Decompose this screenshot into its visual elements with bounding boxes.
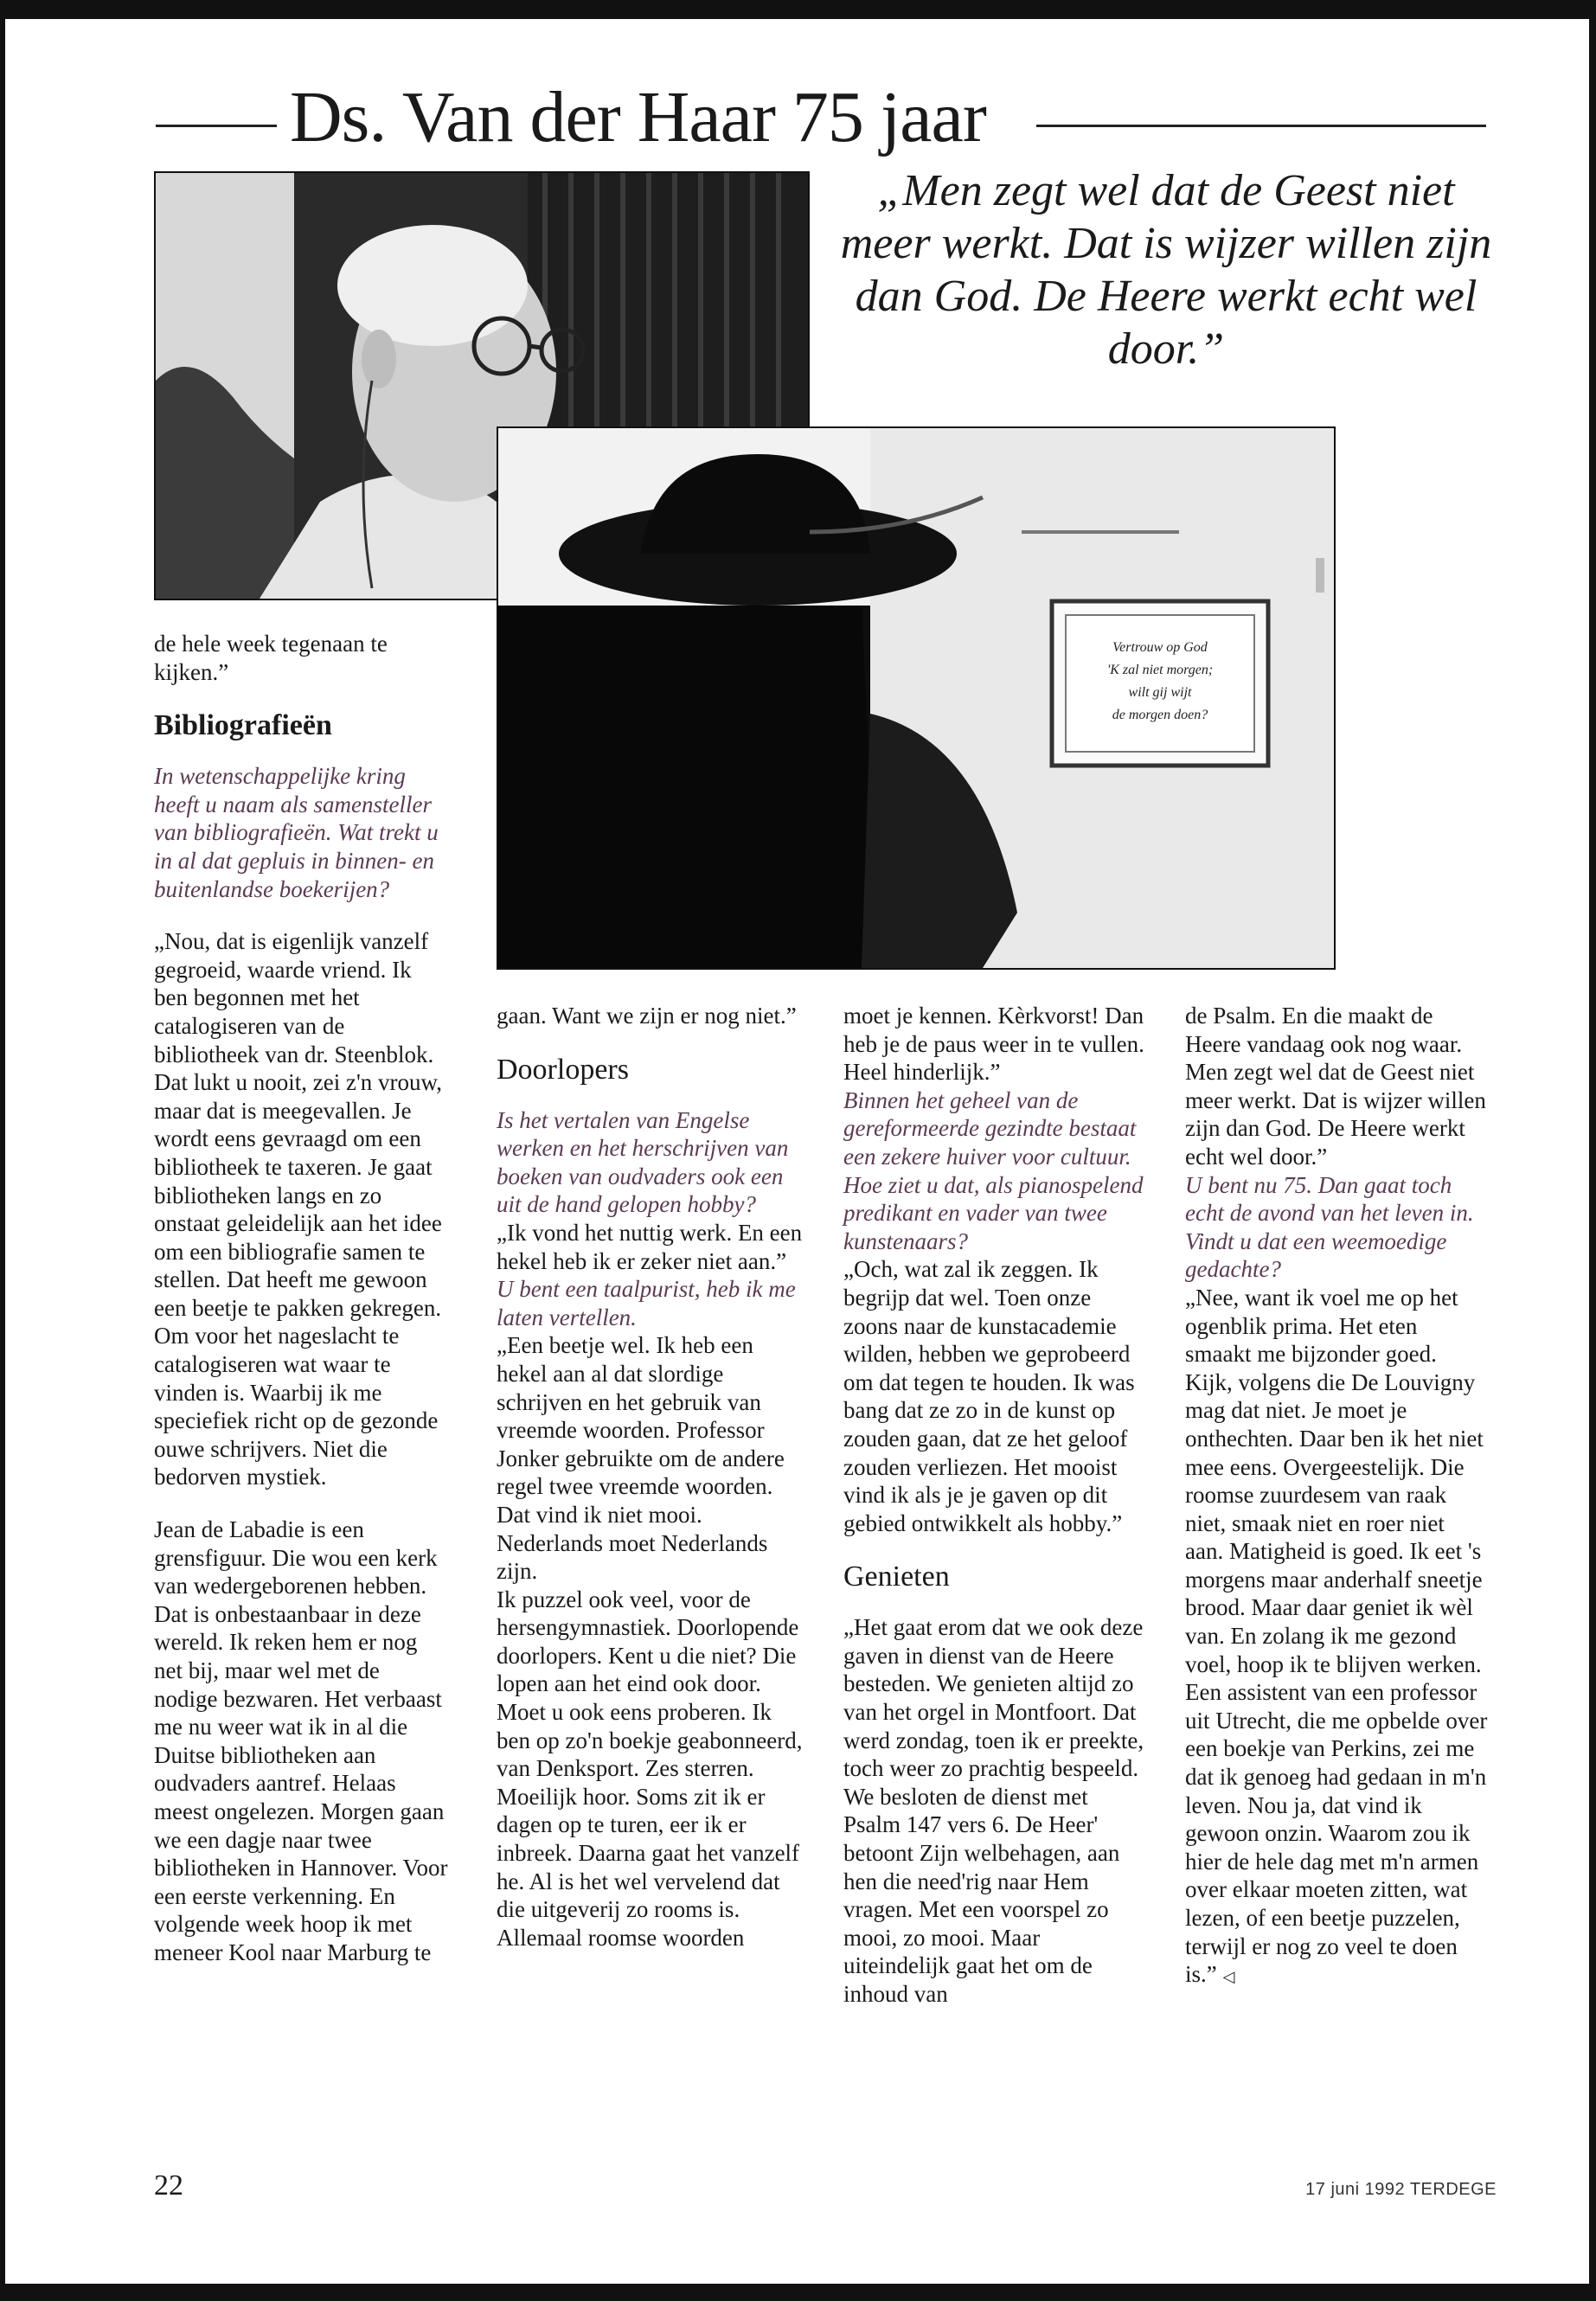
interview-answer (1185, 1284, 1488, 1991)
article-header (156, 74, 1488, 161)
interview-answer: „Een beetje wel. Ik heb een hekel aan al dat slordige schrijven en het gebruik van vreemde woorden. Professor Jonker gebruikte om de andere regel twee vreemde woorden. Dat vind ik niet mooi. Nederlands moet Nederlands zijn. (497, 1332, 785, 1585)
page-frame-bottom (0, 2284, 1596, 2301)
column-2 (497, 1002, 808, 1952)
column-3 (843, 1002, 1146, 2009)
article-title: Ds. Van der Haar 75 jaar (290, 77, 986, 157)
interview-answer: moet je kennen. Kèrkvorst! Dan heb je de paus weer in te vullen. Heel hinderlijk.” (843, 1003, 1144, 1086)
page-number: 22 (154, 2170, 183, 2202)
interview-answer-text: „Nee, want ik voel me op het ogenblik prima. Het eten smaakt me bijzonder goed. Kijk, volgens die De Louvigny mag dat niet. Je moet je onthechten. Daar ben ik het niet mee eens. Overgeestelijk. Die roomse zuurdesem van raak niet, smaak niet en roer niet aan. Matigheid is goed. Ik eet 's morgens maar anderhalf sneetje brood. Maar daar geniet ik wèl van. En zolang ik me gezond voel, hoop ik te blijven werken. Een assistent van een professor uit Utrecht, die me opbelde over een boekje van Perkins, zei me dat ik genoeg had gedaan in m'n leven. Nou ja, dat vind ik gewoon onzin. Waarom zou ik hier de hele dag met m'n armen over elkaar moeten zitten, wat lezen, of een beetje puzzelen, terwijl er nog zo veel te doen is.” (1185, 1284, 1488, 1988)
heading-bibliografieen: Bibliografieën (154, 709, 332, 742)
interview-question: U bent nu 75. Dan gaat toch echt de avond van het leven in. Vindt u dat een weemoedige gedachte? (1185, 1171, 1474, 1283)
heading-genieten: Genieten (843, 1561, 950, 1593)
interview-question: U bent een taalpurist, heb ik me laten vertellen. (497, 1276, 796, 1330)
framed-text-line-2: 'K zal niet morgen; (1106, 663, 1214, 677)
interview-answer: Ik puzzel ook veel, voor de hersengymnastiek. Doorlopende doorlopers. Kent u die niet? Die lopen aan het eind ook door. Moet u ook eens proberen. Ik ben op zo'n boekje geabonneerd, van Denksport. Zes sterren. Moeilijk hoor. Soms zit ik er dagen op te turen, eer ik er inbreek. Daarna gaat het vanzelf he. Al is het wel vervelend dat die uitgeverij zo rooms is. Allemaal roomse woorden (497, 1586, 803, 1951)
hat-on-hook-photo (497, 426, 1336, 970)
headline-rule-left (156, 125, 277, 127)
interview-question: In wetenschappelijke kring heeft u naam als samensteller van bibliografieën. Wat trekt u in al dat gepluis in binnen- en buitenlandse boekerijen? (154, 763, 439, 902)
framed-text-line-3: wilt gij wijt (1128, 685, 1192, 700)
issue-line: 17 juni 1992 TERDEGE (1305, 2180, 1497, 2199)
interview-question: Is het vertalen van Engelse werken en het herschrijven van boeken van oudvaders ook een uit de hand gelopen hobby? (497, 1106, 789, 1218)
interview-answer: „Och, wat zal ik zeggen. Ik begrijp dat wel. Toen onze zoons naar de kunstacademie wilden, hebben we geprobeerd om dat tegen te houden. Ik was bang dat ze zo in de kunst op zouden gaan, dat ze het geloof zouden verliezen. Het mooist vind ik als je je gaven op dit gebied ontwikkelt als hobby.” (843, 1256, 1135, 1536)
page-frame-left (0, 0, 5, 2301)
headline-rule-right (1036, 125, 1486, 127)
interview-question: Binnen het geheel van de gereformeerde gezindte bestaat een zekere huiver voor cultuur. Hoe ziet u dat, als pianospelend predikant en vader van twee kunstenaars? (843, 1086, 1144, 1254)
heading-doorlopers: Doorlopers (497, 1053, 629, 1086)
interview-answer: „Het gaat erom dat we ook deze gaven in dienst van de Heere besteden. We genieten altijd zo van het orgel in Montfoort. Dat werd zondag, toen ik er preekte, toch weer zo prachtig bespeeld. We besloten de dienst met Psalm 147 vers 6. De Heer' betoont Zijn welbehagen, aan hen die need'rig naar Hem vragen. Met een voorspel zo mooi, zo mooi. Maar uiteindelijk gaat het om de inhoud van (843, 1614, 1144, 2007)
framed-text-line-1: Vertrouw op God (1112, 640, 1208, 655)
column-4 (1185, 1002, 1488, 1991)
page-frame-right (1589, 0, 1596, 2301)
pull-quote: „Men zegt wel dat de Geest niet meer werkt. Dat is wijzer willen zijn dan God. De Heere werkt echt wel door.” (840, 166, 1492, 374)
interview-answer: „Ik vond het nuttig werk. En een hekel heb ik er zeker niet aan.” (497, 1219, 803, 1274)
column-1-intro: de hele week tegenaan te kijken.” (154, 631, 388, 685)
framed-text-line-4: de morgen doen? (1112, 708, 1208, 722)
interview-answer: Jean de Labadie is een grensfiguur. Die wou een kerk van wedergeborenen hebben. Dat is onbestaanbaar in deze wereld. Ik reken hem er nog net bij, maar wel met de nodige bezwaren. Het verbaast me nu weer wat ik in al die Duitse bibliotheken aan oudvaders aantref. Helaas meest ongelezen. Morgen gaan we een dagje naar twee bibliotheken in Hannover. Voor een eerste verkenning. En volgende week hoop ik met meneer Kool naar Marburg te (154, 1516, 448, 1965)
interview-answer: gaan. Want we zijn er nog niet.” (497, 1003, 797, 1029)
end-of-article-icon: ◁ (1222, 1968, 1235, 1986)
page-frame-top (0, 0, 1596, 19)
interview-answer: „Nou, dat is eigenlijk vanzelf gegroeid, waarde vriend. Ik ben begonnen met het catalogiseren van de bibliotheek van dr. Steenblok. Dat lukt u nooit, zei z'n vrouw, maar dat is meegevallen. Je wordt eens gevraagd om een bibliotheek te taxeren. Je gaat bibliotheken langs en zo onstaat geleidelijk aan het idee om een bibliografie samen te stellen. Dat heeft me gewoon een beetje te pakken gekregen. Om voor het nageslacht te catalogiseren wat waar te vinden is. Waarbij ik me speciefiek richt op de gezonde ouwe schrijvers. Niet die bedorven mystiek. (154, 928, 443, 1490)
interview-answer: de Psalm. En die maakt de Heere vandaag ook nog waar. Men zegt wel dat de Geest niet meer werkt. Dat is wijzer willen zijn dan God. De Heere werkt echt wel door.” (1185, 1003, 1486, 1170)
column-1 (154, 630, 448, 1967)
